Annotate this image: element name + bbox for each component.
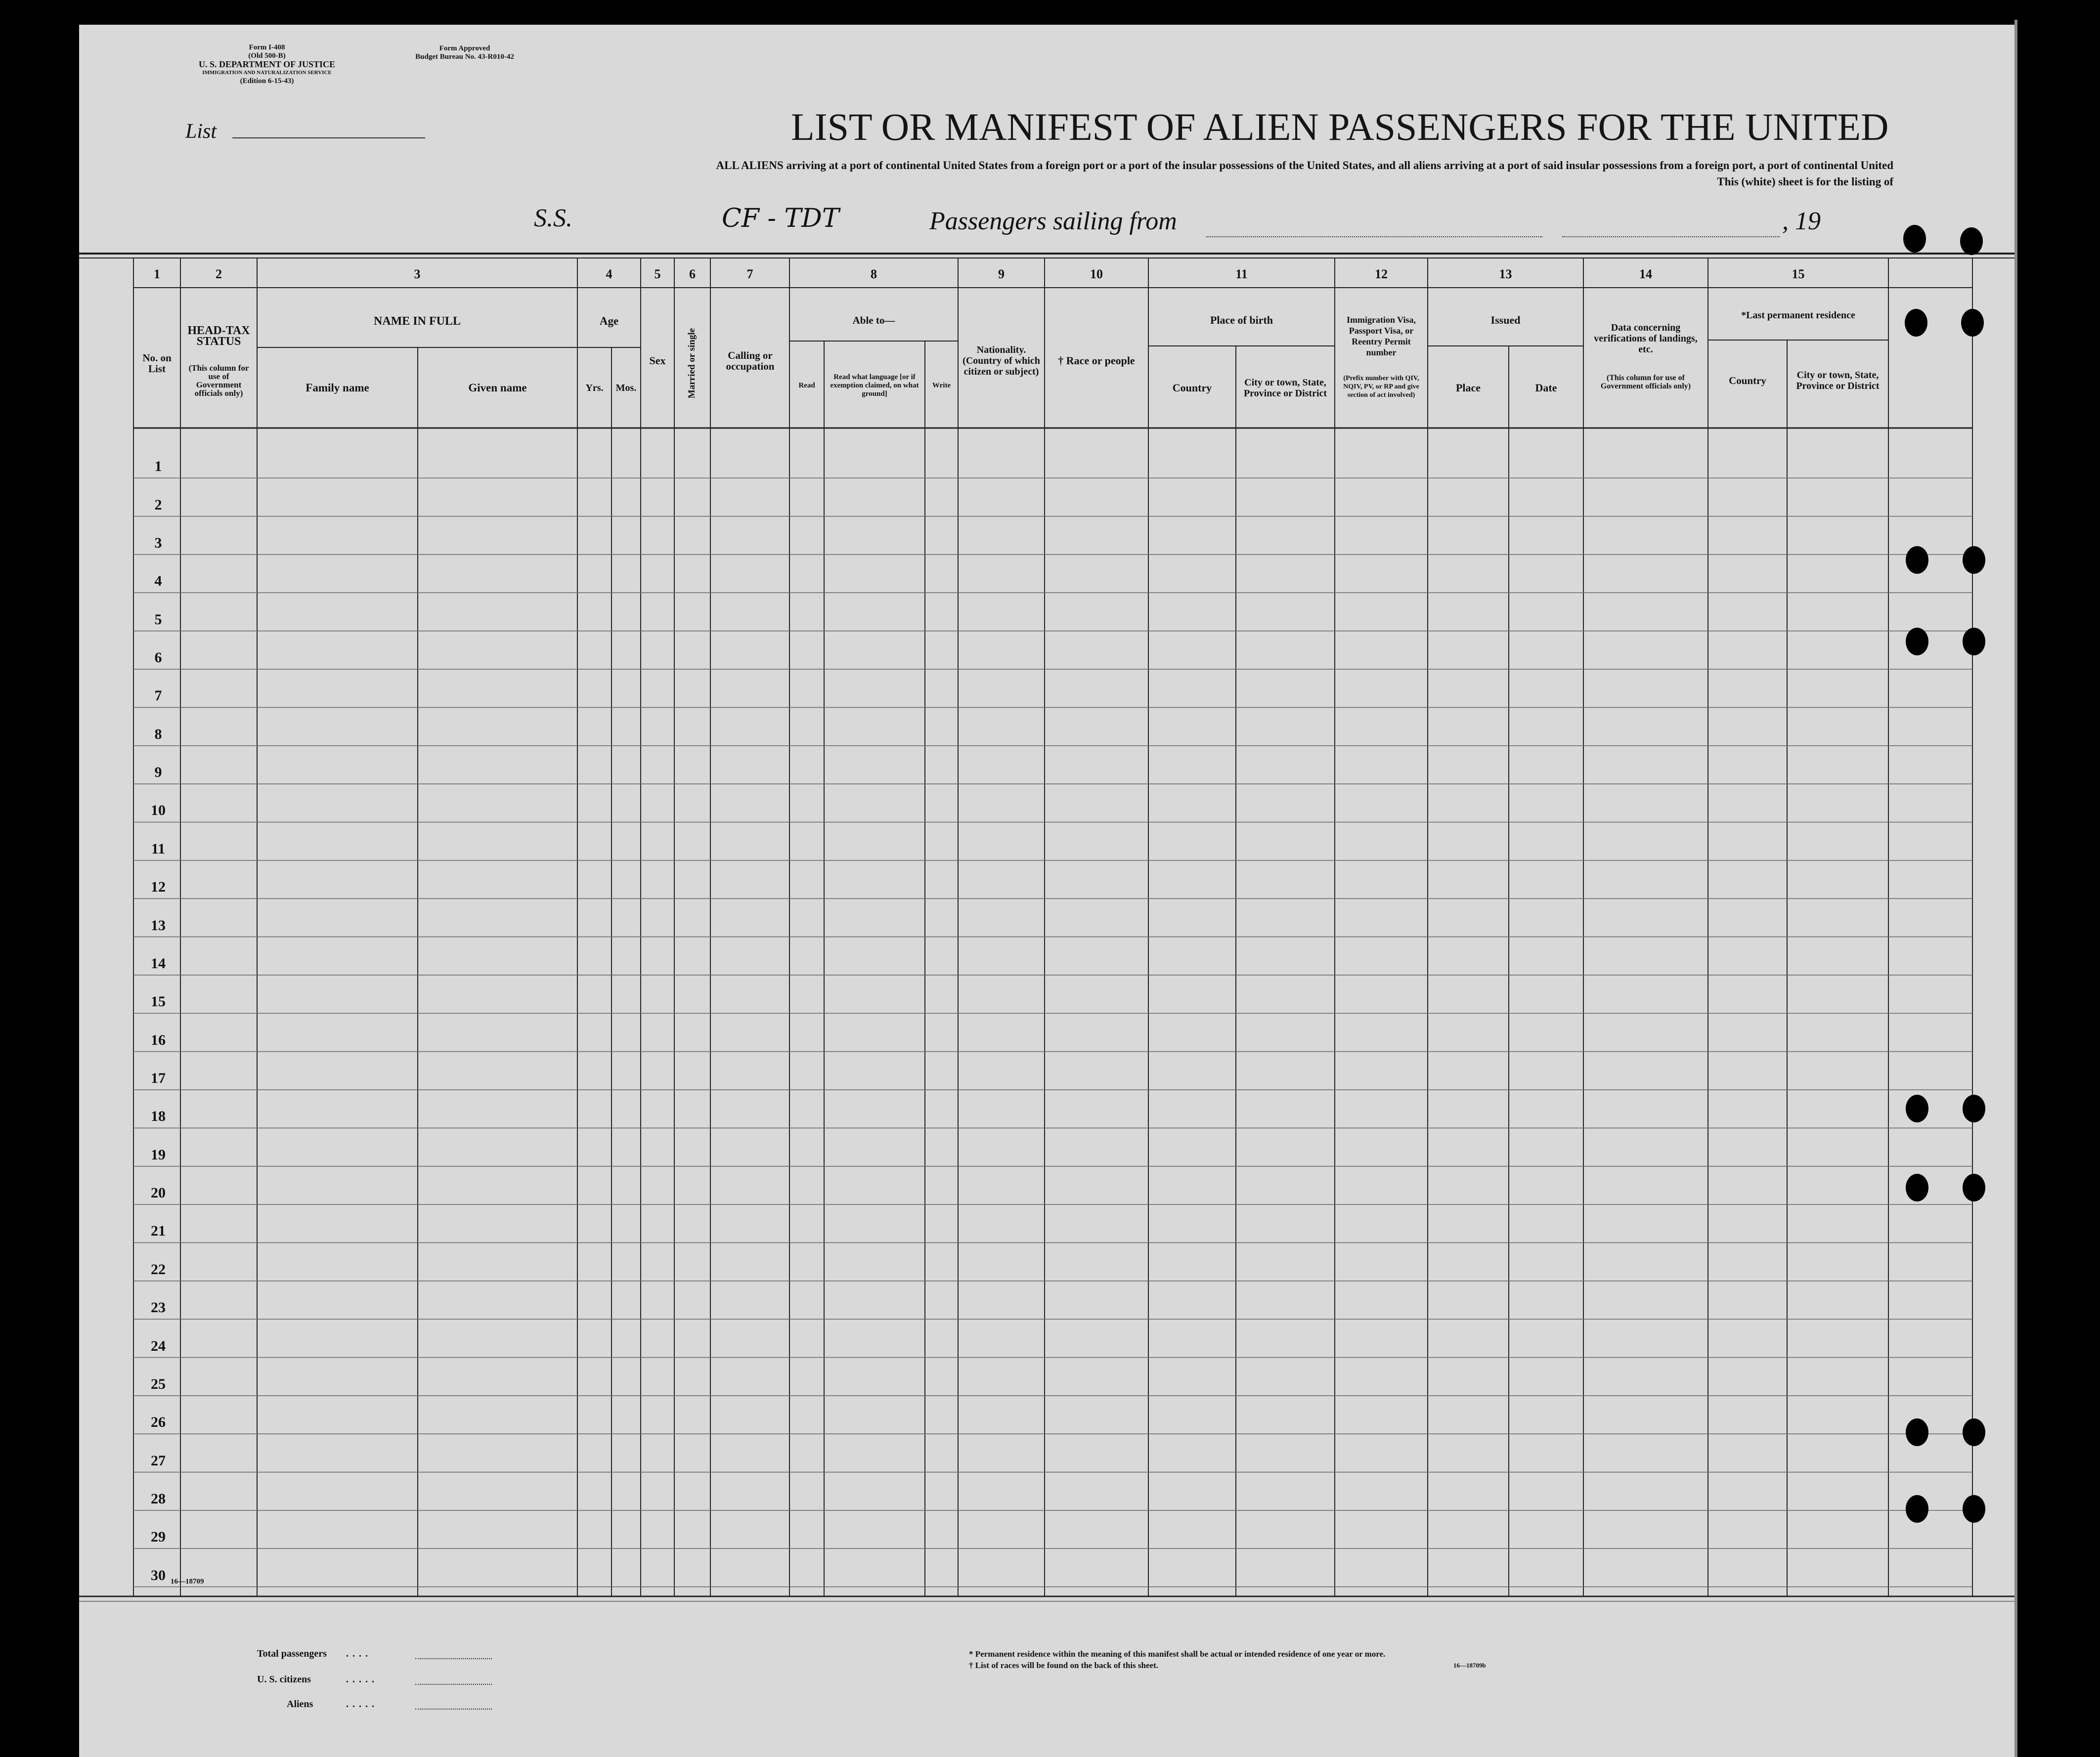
col-number-4: 4	[606, 267, 612, 281]
department-name: U. S. DEPARTMENT OF JUSTICE	[198, 59, 336, 69]
col-number-15: 15	[1792, 267, 1805, 281]
col-number-3: 3	[414, 267, 421, 281]
row-number: 12	[151, 879, 166, 896]
header-last-residence: *Last permanent residence	[1741, 309, 1855, 321]
row-number: 11	[151, 840, 166, 857]
row-number: 23	[151, 1299, 166, 1316]
header-no-on-list: No. on List	[142, 352, 172, 375]
vessel-name-handwritten: CF - TDT	[722, 204, 839, 233]
binding-hole	[1906, 1495, 1928, 1523]
binding-hole	[1906, 1418, 1928, 1446]
col-number-12: 12	[1375, 267, 1388, 281]
header-able-to: Able to—	[852, 314, 895, 326]
col-number-9: 9	[998, 267, 1005, 281]
header-sex: Sex	[649, 354, 666, 367]
row-number: 27	[151, 1452, 166, 1469]
form-edition: (Edition 6-15-43)	[240, 77, 294, 85]
row-number: 13	[151, 917, 166, 934]
list-label: List	[185, 120, 217, 143]
row-number: 3	[154, 534, 162, 551]
col-number-2: 2	[216, 267, 222, 281]
col-number-10: 10	[1090, 267, 1103, 281]
aliens-label: Aliens	[287, 1699, 313, 1710]
row-number: 21	[151, 1223, 166, 1240]
header-yrs: Yrs.	[585, 383, 604, 393]
binding-hole	[1906, 546, 1928, 574]
form-old-number: (Old 500-B)	[248, 52, 286, 60]
header-family-name: Family name	[306, 382, 369, 394]
approval-line: Form Approved	[439, 44, 490, 52]
total-passengers-label: Total passengers	[257, 1648, 327, 1659]
header-mos: Mos.	[615, 383, 637, 393]
us-citizens-field[interactable]	[415, 1684, 492, 1685]
row-number: 24	[151, 1337, 166, 1354]
row-number: 19	[151, 1146, 166, 1163]
header-head-tax: HEAD-TAX STATUS	[187, 324, 250, 348]
header-country-residence: Country	[1729, 375, 1766, 386]
row-number: 6	[154, 649, 162, 666]
aliens-field[interactable]	[415, 1709, 492, 1710]
binding-hole	[1963, 1495, 1985, 1523]
header-place-issued: Place	[1455, 382, 1481, 394]
binding-hole	[1906, 628, 1928, 655]
header-age: Age	[599, 315, 619, 327]
year-label: , 19	[1782, 207, 1821, 235]
header-calling: Calling or occupation	[726, 349, 775, 372]
header-visa-note: (Prefix number with QIV, NQIV, PV, or RP and give section of act involved)	[1343, 375, 1419, 399]
binding-hole	[1963, 628, 1985, 655]
header-country-birth: Country	[1172, 382, 1212, 394]
header-issued: Issued	[1490, 313, 1521, 326]
row-number: 4	[154, 573, 162, 590]
row-number: 15	[151, 993, 166, 1010]
page-edge	[2014, 20, 2017, 1757]
row-number: 26	[151, 1414, 166, 1431]
header-place-of-birth: Place of birth	[1210, 313, 1273, 326]
footnote-code: 16—18709b	[1453, 1662, 1486, 1669]
col-number-13: 13	[1499, 267, 1512, 281]
subtitle-continued: This (white) sheet is for the listing of	[1717, 175, 1893, 188]
page-title: LIST OR MANIFEST OF ALIEN PASSENGERS FOR THE UNITED	[791, 105, 1889, 148]
form-number: Form I-408	[249, 43, 285, 51]
header-city-birth: City or town, State, Province or District	[1243, 377, 1327, 399]
header-given-name: Given name	[468, 382, 527, 394]
row-number: 7	[154, 687, 162, 704]
header-visa: Immigration Visa, Passport Visa, or Reentry Permit number	[1346, 315, 1416, 357]
header-city-residence: City or town, State, Province or District	[1796, 370, 1880, 391]
col-number-1: 1	[154, 267, 160, 281]
binding-hole	[1906, 1174, 1928, 1201]
binding-hole	[1905, 309, 1927, 337]
ss-prefix: S.S.	[534, 204, 572, 232]
header-date-issued: Date	[1535, 382, 1557, 394]
row-number: 18	[151, 1108, 166, 1125]
col-number-5: 5	[654, 267, 661, 281]
binding-hole	[1906, 1095, 1928, 1122]
service-name: IMMIGRATION AND NATURALIZATION SERVICE	[202, 70, 332, 76]
row-number: 28	[151, 1490, 166, 1507]
binding-hole	[1960, 227, 1983, 255]
row-number: 1	[154, 458, 162, 475]
binding-hole	[1903, 225, 1926, 253]
footnote-races: † List of races will be found on the back of this sheet.	[969, 1661, 1158, 1670]
row-number: 9	[154, 764, 162, 781]
col-number-6: 6	[689, 267, 696, 281]
row-number: 20	[151, 1185, 166, 1201]
row-number: 30	[151, 1567, 166, 1584]
binding-hole	[1963, 1418, 1985, 1446]
header-data-note: (This column for use of Government officials only)	[1600, 373, 1691, 390]
header-data-concerning: Data concerning verifications of landings, etc.	[1594, 322, 1698, 355]
row-number: 25	[151, 1375, 166, 1392]
header-nationality: Nationality. (Country of which citizen or subject)	[962, 344, 1040, 377]
binding-hole	[1963, 1095, 1985, 1122]
row-number: 17	[151, 1070, 166, 1086]
binding-hole	[1963, 546, 1985, 574]
row-number: 10	[151, 802, 166, 819]
col-number-7: 7	[746, 267, 753, 281]
footnote-residence: * Permanent residence within the meaning of this manifest shall be actual or intended residence of one year or more.	[969, 1649, 1386, 1659]
row-number: 5	[154, 611, 162, 628]
col-number-8: 8	[871, 267, 877, 281]
col-number-14: 14	[1639, 267, 1652, 281]
row-number: 22	[151, 1261, 166, 1278]
row-number: 29	[151, 1529, 166, 1545]
row-number: 16	[151, 1031, 166, 1048]
header-read-language: Read what language [or if exemption claimed, on what ground]	[830, 373, 919, 398]
us-citizens-dots: .....	[346, 1674, 378, 1685]
row-number: 2	[154, 496, 162, 513]
header-write: Write	[932, 381, 951, 389]
binding-hole	[1963, 1174, 1985, 1201]
budget-bureau-line: Budget Bureau No. 43-R010-42	[415, 53, 514, 61]
header-head-tax-note: (This column for use of Government officials only)	[188, 363, 249, 398]
print-code: 16—18709	[171, 1578, 204, 1586]
total-passengers-field[interactable]	[415, 1658, 492, 1659]
total-passengers-dots: ....	[346, 1648, 372, 1659]
header-name-in-full: NAME IN FULL	[373, 315, 461, 328]
header-race: † Race or people	[1058, 354, 1135, 367]
col-number-11: 11	[1235, 267, 1248, 281]
us-citizens-label: U. S. citizens	[257, 1674, 311, 1685]
aliens-dots: .....	[346, 1699, 378, 1710]
binding-hole	[1961, 309, 1984, 337]
header-read: Read	[798, 381, 815, 389]
sailing-from-label: Passengers sailing from	[929, 207, 1177, 235]
header-married: Married or single	[687, 328, 697, 399]
subtitle: ALL ALIENS arriving at a port of continental United States from a foreign port or a port of the insular possessions of the United States, and all aliens arriving at a port of said insular possessions from a foreign port, a port of continental United	[716, 159, 1893, 171]
row-number: 14	[151, 955, 166, 972]
row-number: 8	[154, 726, 162, 742]
